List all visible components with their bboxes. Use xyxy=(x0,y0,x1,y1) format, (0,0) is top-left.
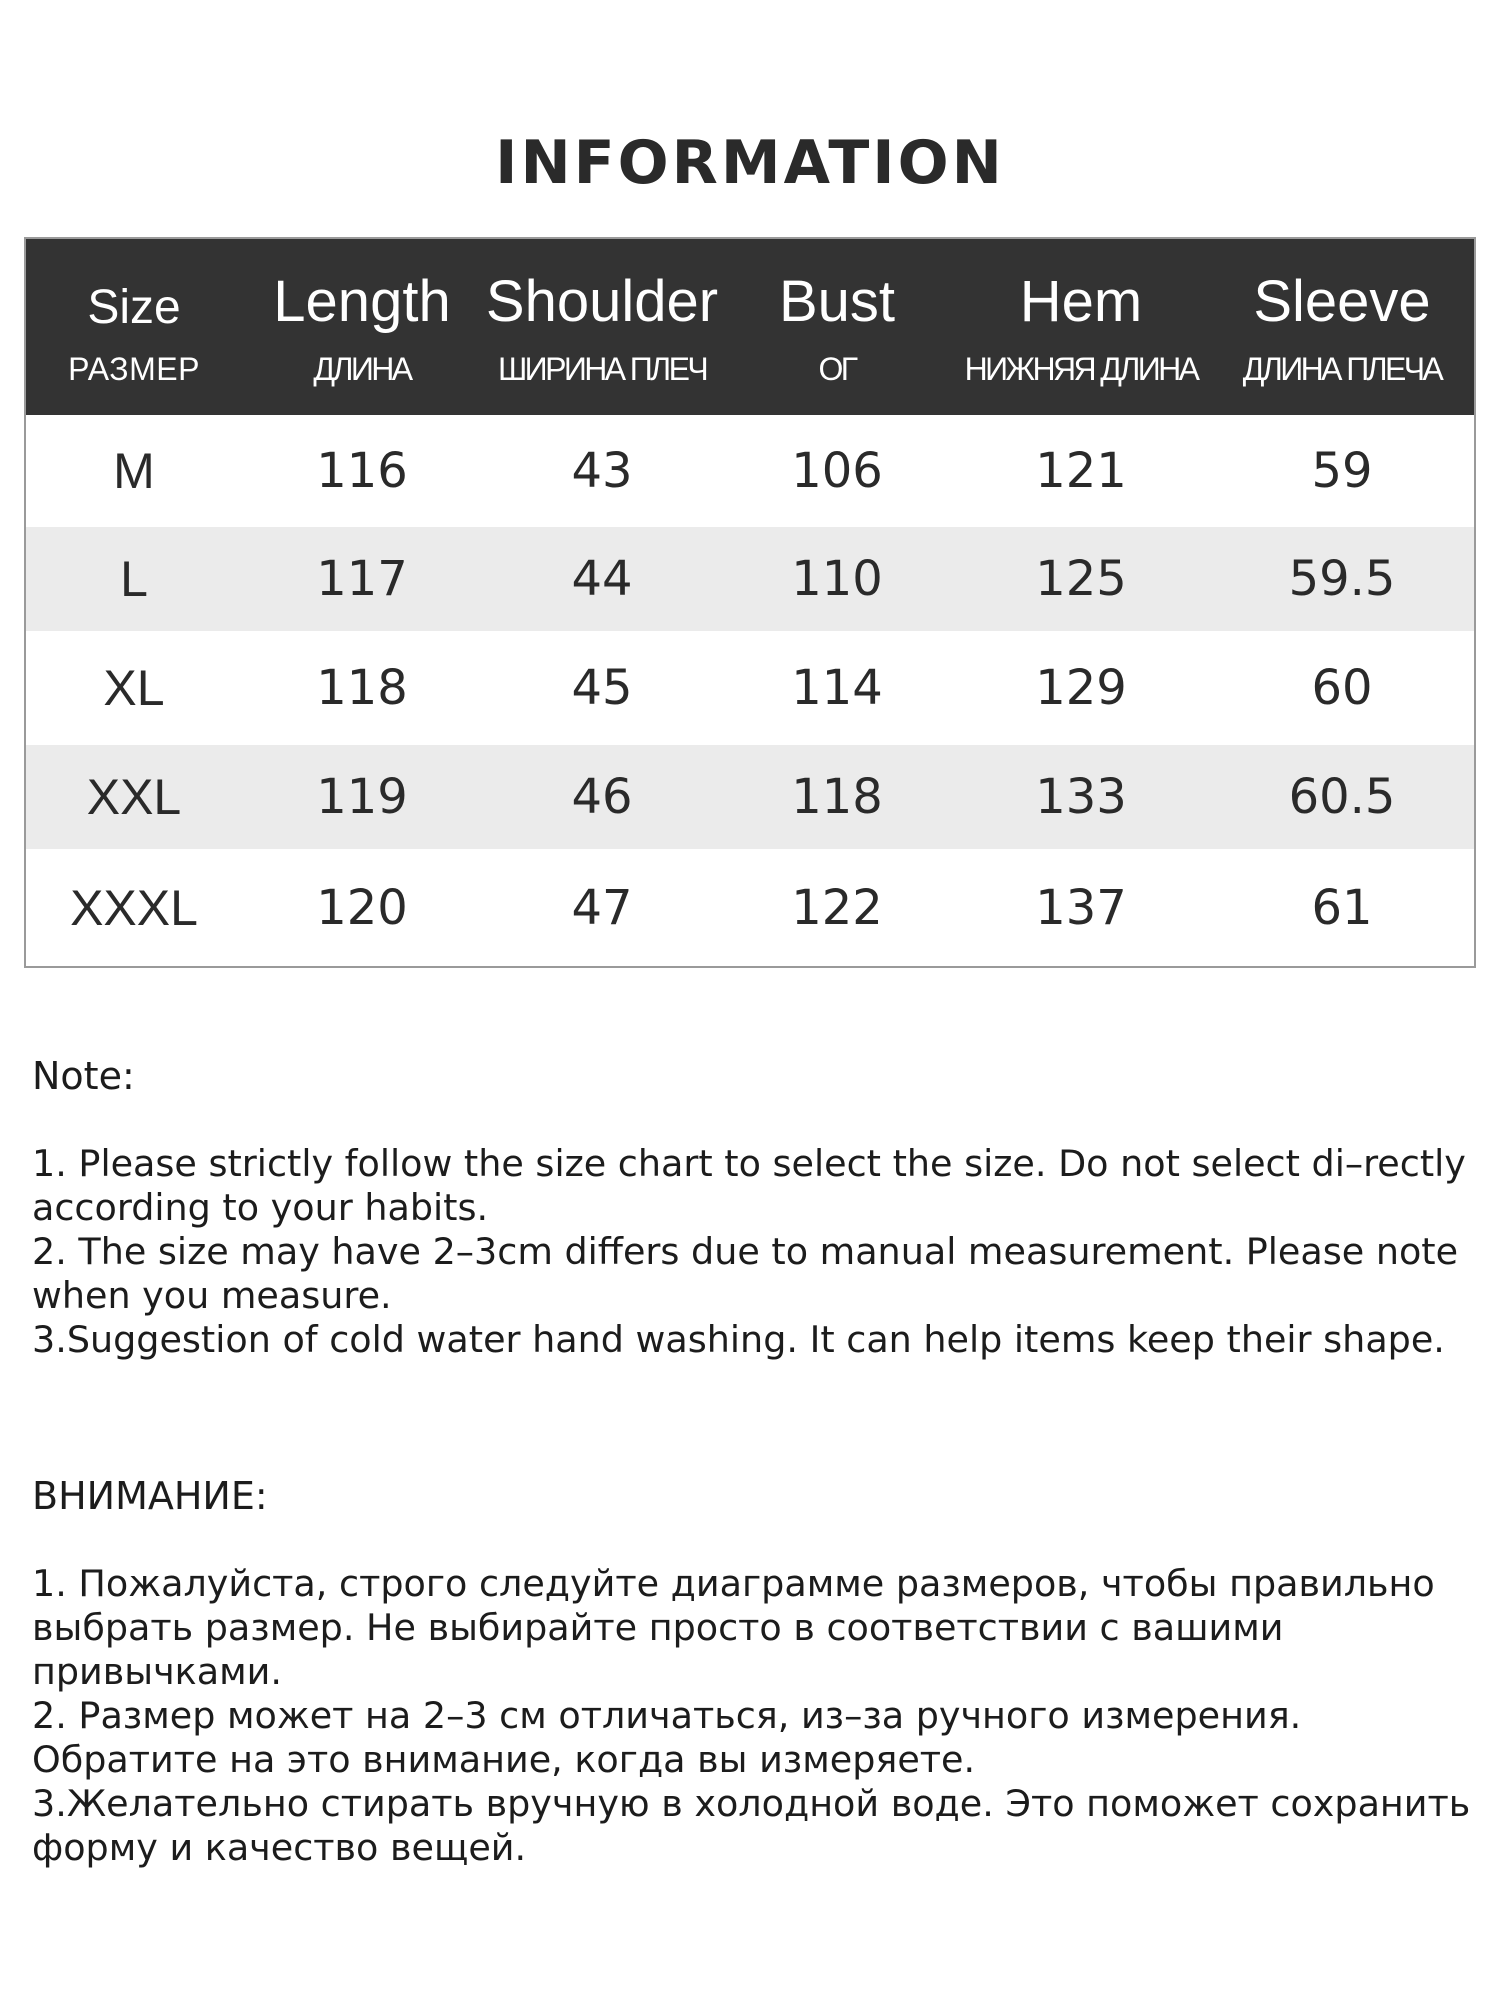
cell-sleeve: 60 xyxy=(1311,660,1373,716)
note-heading-en: Note: xyxy=(32,1054,135,1098)
cell-bust: 106 xyxy=(791,443,883,499)
page-title: INFORMATION xyxy=(495,128,1005,198)
header-hem-ru: НИЖНЯЯ ДЛИНА xyxy=(964,351,1198,387)
cell-size: M xyxy=(113,443,155,499)
cell-length: 119 xyxy=(316,769,408,825)
cell-shoulder: 47 xyxy=(571,879,633,936)
cell-bust: 114 xyxy=(791,660,883,716)
header-size xyxy=(26,239,242,415)
cell-hem: 133 xyxy=(1035,769,1127,825)
cell-sleeve: 60.5 xyxy=(1288,769,1396,825)
cell-sleeve: 59 xyxy=(1311,443,1373,499)
header-shoulder-ru: ШИРИНА ПЛЕЧ xyxy=(497,351,707,387)
header-length xyxy=(242,239,482,415)
header-sleeve xyxy=(1210,239,1474,415)
note-item-ru: 2. Размер может на 2–3 см отличаться, из–за ручного измерения. Обратите на это внимание, когда вы измеряете. xyxy=(32,1694,1302,1781)
note-section-en xyxy=(32,1054,1472,1362)
cell-sleeve: 59.5 xyxy=(1288,551,1396,607)
header-bust xyxy=(722,239,952,415)
header-size-en: Size xyxy=(87,281,181,334)
cell-size: L xyxy=(120,551,148,607)
header-shoulder xyxy=(482,239,722,415)
table-row xyxy=(26,849,1474,966)
header-bust-ru: ОГ xyxy=(818,351,856,387)
cell-shoulder: 45 xyxy=(571,660,633,716)
cell-hem: 121 xyxy=(1035,443,1127,499)
header-length-ru: ДЛИНА xyxy=(313,351,411,387)
header-bust-en: Bust xyxy=(778,269,896,334)
cell-shoulder: 46 xyxy=(571,769,633,825)
table-row xyxy=(26,415,1474,527)
cell-shoulder: 43 xyxy=(571,443,633,499)
cell-bust: 118 xyxy=(791,769,883,825)
note-item-ru: 1. Пожалуйста, строго следуйте диаграмме размеров, чтобы правильно выбрать размер. Не выбирайте просто в соответствии с вашими привычками. xyxy=(32,1562,1435,1693)
cell-size: XXXL xyxy=(70,879,198,936)
note-item-en: 3.Suggestion of cold water hand washing. It can help items keep their shape. xyxy=(32,1318,1445,1361)
cell-size: XL xyxy=(103,660,165,716)
cell-length: 117 xyxy=(316,551,408,607)
note-item-ru: 3.Желательно стирать вручную в холодной воде. Это поможет сохранить форму и качество вещей. xyxy=(32,1782,1471,1869)
header-sleeve-ru: ДЛИНА ПЛЕЧА xyxy=(1242,351,1442,387)
cell-hem: 129 xyxy=(1035,660,1127,716)
cell-bust: 122 xyxy=(791,879,883,936)
table-row xyxy=(26,527,1474,631)
cell-length: 118 xyxy=(316,660,408,716)
note-item-en: 1. Please strictly follow the size chart to select the size. Do not select di–rectly according to your habits. xyxy=(32,1142,1466,1229)
header-hem xyxy=(952,239,1210,415)
cell-length: 120 xyxy=(316,879,408,936)
cell-hem: 125 xyxy=(1035,551,1127,607)
header-shoulder-en: Shoulder xyxy=(485,269,719,334)
header-length-en: Length xyxy=(273,269,451,334)
header-hem-en: Hem xyxy=(1019,269,1143,334)
note-item-en: 2. The size may have 2–3cm differs due to manual measurement. Please note when you measure. xyxy=(32,1230,1459,1317)
cell-length: 116 xyxy=(316,443,408,499)
cell-hem: 137 xyxy=(1035,879,1127,936)
cell-sleeve: 61 xyxy=(1311,879,1373,936)
note-heading-ru: ВНИМАНИЕ: xyxy=(32,1474,268,1518)
note-section-ru xyxy=(32,1474,1472,1870)
cell-shoulder: 44 xyxy=(571,551,633,607)
cell-bust: 110 xyxy=(791,551,883,607)
header-sleeve-en: Sleeve xyxy=(1253,269,1431,334)
table-row xyxy=(26,631,1474,745)
header-size-ru: РАЗМЕР xyxy=(68,351,200,387)
cell-size: XXL xyxy=(86,769,182,825)
table-row xyxy=(26,745,1474,849)
size-chart-table xyxy=(24,237,1476,968)
table-header xyxy=(26,239,1474,415)
